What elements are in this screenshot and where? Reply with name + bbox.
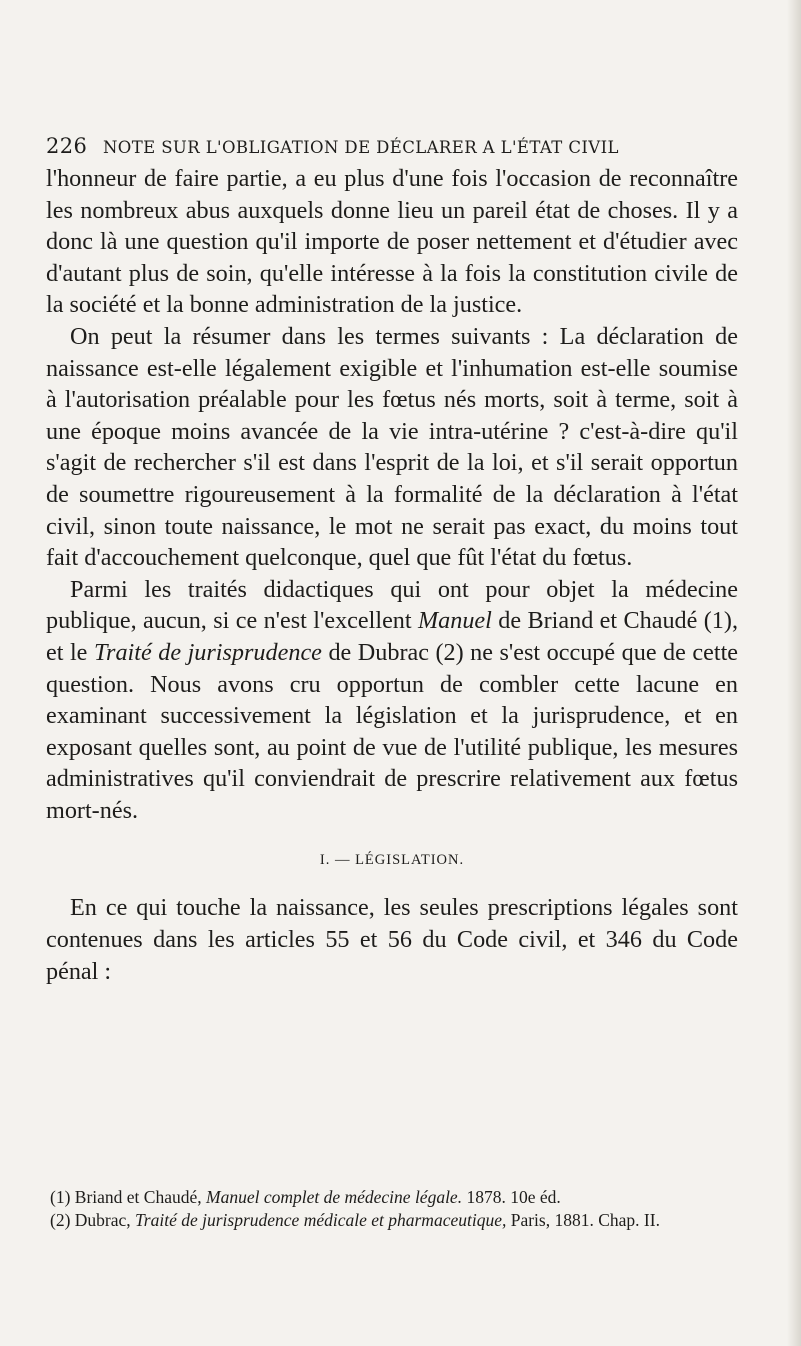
footnote-1-tail: 1878. 10e éd. xyxy=(466,1187,561,1207)
footnote-1 xyxy=(50,1186,738,1209)
footnote-1-lead: (1) Briand et Chaudé, xyxy=(50,1187,202,1207)
footnote-2-title: Traité de jurisprudence médicale et pharmaceutique, xyxy=(135,1210,507,1230)
paragraph-question: On peut la résumer dans les termes suivants : La déclaration de naissance est-elle légalement exigible et l'inhumation est-elle soumise à l'autorisation préalable pour les fœtus nés morts, soit à terme, soit à une époque moins avancée de la vie intra-utérine ? c'est-à-dire qu'il s'agit de rechercher s'il est dans l'esprit de la loi, et s'il serait opportun de soumettre rigoureusement à la formalité de la déclaration à l'état civil, sinon toute naissance, le mot ne serait pas exact, du moins tout fait d'accouchement quelconque, quel que fût l'état du fœtus. xyxy=(46,322,738,572)
treatises-text-start: Parmi les traités didactiques qui ont pour objet la médecine publique, aucun, si ce n'est l'excellent xyxy=(46,575,738,635)
footnote-2-tail: Paris, 1881. Chap. II. xyxy=(510,1210,660,1230)
work-title-manuel: Manuel xyxy=(418,607,492,635)
paragraph-continuation: l'honneur de faire partie, a eu plus d'une fois l'occasion de reconnaître les nombreux abus auxquels donne lieu un pareil état de choses. Il y a donc là une question qu'il importe de poser nettement et d'étudier avec d'autant plus de soin, qu'elle intéresse à la fois la constitution civile de la société et la bonne administration de la justice. xyxy=(46,165,738,319)
footnote-2 xyxy=(50,1209,738,1232)
footnote-2-lead: (2) Dubrac, xyxy=(50,1210,131,1230)
page-edge xyxy=(787,0,801,1346)
footnotes xyxy=(50,1186,738,1232)
paragraph-legislation: En ce qui touche la naissance, les seules prescriptions légales sont contenues dans les articles 55 et 56 du Code civil, et 346 du Code pénal : xyxy=(46,894,738,985)
treatises-text-mid: de Briand et Chaudé (1), et le xyxy=(46,607,738,666)
paragraph-treatises xyxy=(46,574,738,827)
page-number: 226 xyxy=(46,134,88,158)
footnote-1-title: Manuel complet de médecine légale. xyxy=(206,1187,463,1207)
work-title-traite: Traité de jurisprudence xyxy=(93,638,322,666)
running-header xyxy=(46,134,736,158)
body-text xyxy=(46,163,738,987)
section-heading: I. — LÉGISLATION. xyxy=(319,852,465,869)
treatises-text-end: de Dubrac (2) ne s'est occupé que de cette question. Nous avons cru opportun de combler cette lacune en examinant successivement la législation et la jurisprudence, et en exposant quelles sont, au point de vue de l'utilité publique, les mesures administratives qu'il conviendrait de prescrire relativement aux fœtus mort-nés. xyxy=(46,638,739,824)
running-title: NOTE SUR L'OBLIGATION DE DÉCLARER A L'ÉTAT CIVIL xyxy=(102,138,619,157)
